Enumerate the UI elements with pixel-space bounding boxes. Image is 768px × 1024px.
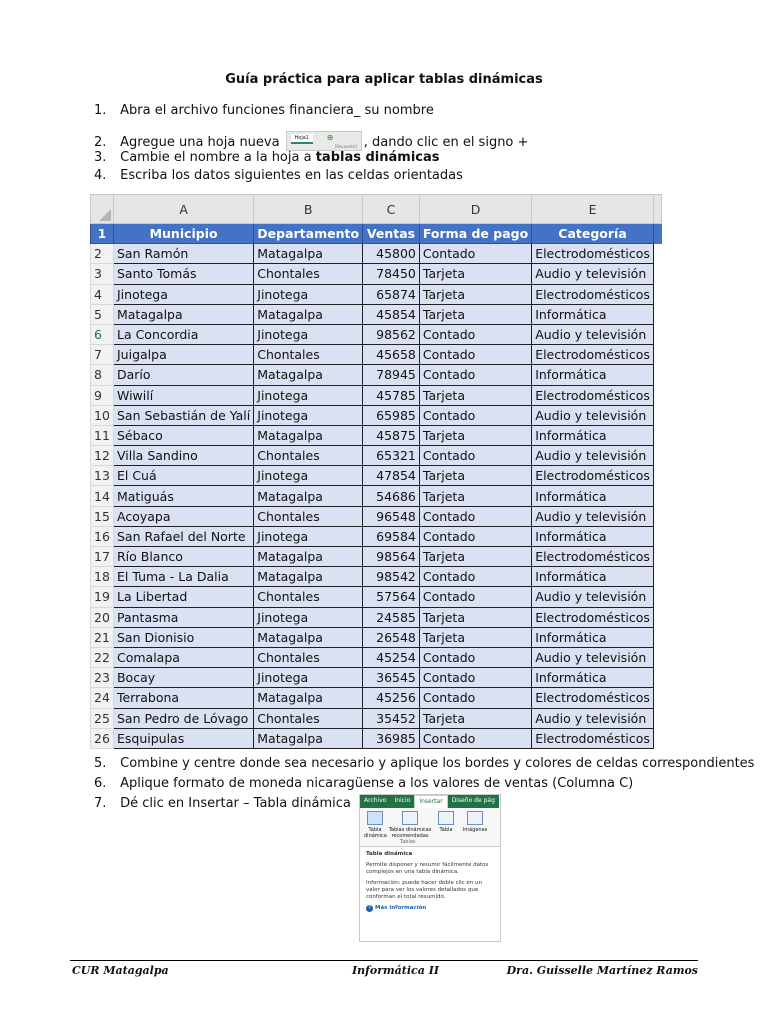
table-cell[interactable]: Jinotega <box>254 284 363 304</box>
table-cell[interactable]: Matagalpa <box>254 365 363 385</box>
table-cell[interactable]: El Cuá <box>113 466 253 486</box>
step-5 <box>94 756 754 771</box>
button-label: Imágenes <box>462 827 488 833</box>
table-row <box>91 365 662 385</box>
table-row <box>91 446 662 466</box>
empty-cell <box>653 385 661 405</box>
images-icon <box>467 811 483 825</box>
empty-cell <box>653 324 661 344</box>
table-header-row <box>91 224 662 244</box>
row-number[interactable]: 15 <box>91 506 114 526</box>
table-cell[interactable]: 45875 <box>363 425 420 445</box>
table-cell[interactable]: Jinotega <box>113 284 253 304</box>
table-cell[interactable]: Informática <box>532 365 654 385</box>
table-row <box>91 728 662 748</box>
table-cell[interactable]: 45785 <box>363 385 420 405</box>
table-cell[interactable]: Audio y televisión <box>532 587 654 607</box>
tab-inicio[interactable]: Inicio <box>390 795 414 808</box>
table-cell[interactable]: 78450 <box>363 264 420 284</box>
table-cell[interactable]: Sébaco <box>113 425 253 445</box>
step-text: Abra el archivo funciones financiera_ su nombre <box>120 103 434 118</box>
table-row <box>91 264 662 284</box>
table-cell[interactable]: 36985 <box>363 728 420 748</box>
table-row <box>91 547 662 567</box>
table-cell[interactable]: Audio y televisión <box>532 506 654 526</box>
table-cell[interactable]: Electrodomésticos <box>532 688 654 708</box>
table-cell[interactable]: Comalapa <box>113 647 253 667</box>
row-number[interactable]: 18 <box>91 567 114 587</box>
table-cell[interactable]: Jinotega <box>254 526 363 546</box>
empty-cell <box>653 607 661 627</box>
table-cell[interactable]: San Pedro de Lóvago <box>113 708 253 728</box>
table-cell[interactable]: Pantasma <box>113 607 253 627</box>
table-cell[interactable]: El Tuma - La Dalia <box>113 567 253 587</box>
plus-icon: ⊕ <box>326 133 334 142</box>
table-cell[interactable]: 45254 <box>363 647 420 667</box>
table-cell[interactable]: Audio y televisión <box>532 708 654 728</box>
table-row <box>91 425 662 445</box>
table-cell[interactable]: Chontales <box>254 708 363 728</box>
table-row <box>91 405 662 425</box>
footer-left: CUR Matagalpa <box>72 964 169 977</box>
header-cell[interactable]: Departamento <box>254 224 363 244</box>
table-cell[interactable]: Electrodomésticos <box>532 345 654 365</box>
table-cell[interactable]: Matagalpa <box>254 244 363 264</box>
table-cell[interactable]: Juigalpa <box>113 345 253 365</box>
empty-cell <box>653 244 661 264</box>
images-button[interactable] <box>462 811 488 833</box>
column-header-row <box>91 195 662 224</box>
tooltip <box>360 847 500 916</box>
row-number[interactable]: 21 <box>91 627 114 647</box>
empty-cell <box>653 284 661 304</box>
table-cell[interactable]: Río Blanco <box>113 547 253 567</box>
table-cell[interactable]: Wiwilí <box>113 385 253 405</box>
row-number[interactable]: 14 <box>91 486 114 506</box>
table-cell[interactable]: Tarjeta <box>419 547 531 567</box>
button-label: Tablas dinámicas recomendadas <box>388 827 432 839</box>
header-cell[interactable]: Forma de pago <box>419 224 531 244</box>
table-cell[interactable]: Informática <box>532 425 654 445</box>
empty-cell <box>653 224 661 244</box>
empty-cell <box>653 304 661 324</box>
table-cell[interactable]: 45256 <box>363 688 420 708</box>
table-cell[interactable]: Matagalpa <box>254 304 363 324</box>
table-cell[interactable]: Audio y televisión <box>532 324 654 344</box>
header-cell[interactable]: Ventas <box>363 224 420 244</box>
column-header-b[interactable]: B <box>254 195 363 224</box>
tab-insertar[interactable]: Insertar <box>414 795 447 808</box>
row-number[interactable]: 19 <box>91 587 114 607</box>
row-number[interactable]: 16 <box>91 526 114 546</box>
table-cell[interactable]: 45800 <box>363 244 420 264</box>
pivot-table-button[interactable] <box>364 811 386 839</box>
table-cell[interactable]: Audio y televisión <box>532 647 654 667</box>
button-label: Tabla <box>439 827 453 833</box>
row-number[interactable]: 17 <box>91 547 114 567</box>
empty-cell <box>653 547 661 567</box>
step-number: 4. <box>94 168 107 183</box>
data-table <box>90 194 662 749</box>
step-text: Combine y centre donde sea necesario y aplique los bordes y colores de celdas correspondientes <box>120 756 755 771</box>
empty-cell <box>653 708 661 728</box>
step-number: 1. <box>94 103 107 118</box>
table-cell[interactable]: Informática <box>532 486 654 506</box>
select-all-corner[interactable] <box>91 195 114 224</box>
header-cell[interactable]: Municipio <box>113 224 253 244</box>
table-cell[interactable]: 45658 <box>363 345 420 365</box>
table-cell[interactable]: San Sebastián de Yalí <box>113 405 253 425</box>
table-cell[interactable]: Contado <box>419 668 531 688</box>
table-row <box>91 304 662 324</box>
row-number[interactable]: 5 <box>91 304 114 324</box>
table-cell[interactable]: La Libertad <box>113 587 253 607</box>
row-number[interactable]: 12 <box>91 446 114 466</box>
row-number[interactable]: 6 <box>91 324 114 344</box>
table-cell[interactable]: Tarjeta <box>419 486 531 506</box>
table-cell[interactable]: Informática <box>532 627 654 647</box>
row-number[interactable]: 11 <box>91 425 114 445</box>
table-row <box>91 688 662 708</box>
table-row <box>91 627 662 647</box>
table-cell[interactable]: Electrodomésticos <box>532 284 654 304</box>
table-cell[interactable]: Tarjeta <box>419 627 531 647</box>
table-cell[interactable]: San Rafael del Norte <box>113 526 253 546</box>
table-cell[interactable]: 47854 <box>363 466 420 486</box>
table-cell[interactable]: Tarjeta <box>419 304 531 324</box>
row-number[interactable]: 10 <box>91 405 114 425</box>
tooltip-info: Información: puede hacer doble clic en un valor para ver los valores detallados que conforman el total resumido. <box>366 880 483 900</box>
table-cell[interactable]: 65985 <box>363 405 420 425</box>
step-6 <box>94 776 633 791</box>
table-cell[interactable]: Audio y televisión <box>532 446 654 466</box>
row-number[interactable]: 20 <box>91 607 114 627</box>
table-cell[interactable]: Matagalpa <box>254 627 363 647</box>
more-info-link[interactable] <box>366 905 494 912</box>
page-title: Guía práctica para aplicar tablas dinámicas <box>225 72 543 87</box>
table-cell[interactable]: Jinotega <box>254 466 363 486</box>
column-header-c[interactable]: C <box>363 195 420 224</box>
empty-cell <box>653 688 661 708</box>
row-number[interactable]: 2 <box>91 244 114 264</box>
table-row <box>91 324 662 344</box>
table-cell[interactable]: Contado <box>419 728 531 748</box>
row-number[interactable]: 1 <box>91 224 114 244</box>
table-cell[interactable]: Jinotega <box>254 668 363 688</box>
table-row <box>91 385 662 405</box>
table-cell[interactable]: Contado <box>419 567 531 587</box>
table-cell[interactable]: Tarjeta <box>419 708 531 728</box>
table-cell[interactable]: 35452 <box>363 708 420 728</box>
step-text: Cambie el nombre a la hoja a <box>120 150 316 165</box>
empty-cell <box>653 526 661 546</box>
column-header-e[interactable]: E <box>532 195 654 224</box>
table-cell[interactable]: Jinotega <box>254 405 363 425</box>
table-cell[interactable]: Santo Tomás <box>113 264 253 284</box>
table-icon <box>438 811 454 825</box>
step-text: Agregue una hoja nueva <box>120 135 280 150</box>
table-button[interactable] <box>437 811 455 833</box>
table-cell[interactable]: 54686 <box>363 486 420 506</box>
pivot-table-icon <box>367 811 383 825</box>
table-cell[interactable]: San Dionisio <box>113 627 253 647</box>
table-cell[interactable]: Matagalpa <box>254 688 363 708</box>
step-number: 3. <box>94 150 107 165</box>
step-number: 6. <box>94 776 107 791</box>
table-row <box>91 244 662 264</box>
table-row <box>91 345 662 365</box>
spreadsheet <box>90 194 662 749</box>
table-cell[interactable]: Informática <box>532 567 654 587</box>
table-cell[interactable]: Tarjeta <box>419 385 531 405</box>
column-header-a[interactable]: A <box>113 195 253 224</box>
column-header-d[interactable]: D <box>419 195 531 224</box>
sheet-tab-thumbnail <box>286 131 362 151</box>
table-row <box>91 708 662 728</box>
empty-cell <box>653 405 661 425</box>
table-cell[interactable]: Matagalpa <box>254 567 363 587</box>
header-cell[interactable]: Categoría <box>532 224 654 244</box>
table-cell[interactable]: Electrodomésticos <box>532 385 654 405</box>
step-3 <box>94 150 440 165</box>
table-cell[interactable]: Acoyapa <box>113 506 253 526</box>
button-label: Tabla dinámica <box>364 827 387 839</box>
row-number[interactable]: 9 <box>91 385 114 405</box>
empty-cell <box>653 627 661 647</box>
table-row <box>91 506 662 526</box>
table-cell[interactable]: 69584 <box>363 526 420 546</box>
table-cell[interactable]: Contado <box>419 405 531 425</box>
table-cell[interactable]: Chontales <box>254 587 363 607</box>
table-cell[interactable]: Chontales <box>254 647 363 667</box>
row-number[interactable]: 23 <box>91 668 114 688</box>
table-cell[interactable]: Audio y televisión <box>532 264 654 284</box>
table-cell[interactable]: Jinotega <box>254 607 363 627</box>
table-row <box>91 668 662 688</box>
table-cell[interactable]: Contado <box>419 446 531 466</box>
table-cell[interactable]: Chontales <box>254 264 363 284</box>
step-number: 2. <box>94 135 107 150</box>
table-cell[interactable]: Electrodomésticos <box>532 547 654 567</box>
empty-cell <box>653 486 661 506</box>
table-cell[interactable]: 45854 <box>363 304 420 324</box>
table-cell[interactable]: 98562 <box>363 324 420 344</box>
table-cell[interactable]: Matagalpa <box>254 547 363 567</box>
row-number[interactable]: 3 <box>91 264 114 284</box>
table-cell[interactable]: Contado <box>419 324 531 344</box>
empty-cell <box>653 264 661 284</box>
help-icon: ? <box>366 905 373 912</box>
ribbon-tabs <box>360 795 500 808</box>
step-text: Dé clic en Insertar – Tabla dinámica <box>120 796 351 811</box>
column-header-blank <box>653 195 661 224</box>
empty-cell <box>653 365 661 385</box>
table-cell[interactable]: Informática <box>532 668 654 688</box>
table-row <box>91 647 662 667</box>
table-cell[interactable]: La Concordia <box>113 324 253 344</box>
table-cell[interactable]: Contado <box>419 526 531 546</box>
empty-cell <box>653 466 661 486</box>
empty-cell <box>653 425 661 445</box>
step-number: 7. <box>94 796 107 811</box>
table-cell[interactable]: Chontales <box>254 345 363 365</box>
step-text: Escriba los datos siguientes en las celdas orientadas <box>120 168 463 183</box>
table-cell[interactable]: Matagalpa <box>254 425 363 445</box>
row-number[interactable]: 7 <box>91 345 114 365</box>
recommended-pivot-icon <box>402 811 418 825</box>
row-number[interactable]: 26 <box>91 728 114 748</box>
table-cell[interactable]: Chontales <box>254 506 363 526</box>
ribbon-body <box>360 808 500 847</box>
table-cell[interactable]: Electrodomésticos <box>532 466 654 486</box>
empty-cell <box>653 728 661 748</box>
table-cell[interactable]: Contado <box>419 688 531 708</box>
table-cell[interactable]: 98542 <box>363 567 420 587</box>
tab-archivo[interactable]: Archivo <box>360 795 390 808</box>
table-row <box>91 466 662 486</box>
table-cell[interactable]: Contado <box>419 345 531 365</box>
table-cell[interactable]: Contado <box>419 365 531 385</box>
tab-diseno[interactable]: Diseño de pág <box>448 795 499 808</box>
table-cell[interactable]: 65874 <box>363 284 420 304</box>
table-row <box>91 607 662 627</box>
table-cell[interactable]: Matagalpa <box>254 728 363 748</box>
ribbon-group-label: Tablas <box>400 839 416 845</box>
table-cell[interactable]: Matagalpa <box>254 486 363 506</box>
table-cell[interactable]: Chontales <box>254 446 363 466</box>
table-row <box>91 567 662 587</box>
table-cell[interactable]: Tarjeta <box>419 284 531 304</box>
row-number[interactable]: 4 <box>91 284 114 304</box>
table-cell[interactable]: 98564 <box>363 547 420 567</box>
table-cell[interactable]: Jinotega <box>254 324 363 344</box>
step-2 <box>94 131 528 151</box>
empty-cell <box>653 587 661 607</box>
tooltip-description: Permite disponer y resumir fácilmente datos complejos en una tabla dinámica. <box>366 862 489 875</box>
table-cell[interactable]: Electrodomésticos <box>532 728 654 748</box>
table-cell[interactable]: Jinotega <box>254 385 363 405</box>
empty-cell <box>653 647 661 667</box>
empty-cell <box>653 506 661 526</box>
table-cell[interactable]: Tarjeta <box>419 466 531 486</box>
table-cell[interactable]: Tarjeta <box>419 607 531 627</box>
table-cell[interactable]: 26548 <box>363 627 420 647</box>
table-cell[interactable]: 57564 <box>363 587 420 607</box>
step-4 <box>94 168 463 183</box>
table-cell[interactable]: Matagalpa <box>113 304 253 324</box>
row-number[interactable]: 24 <box>91 688 114 708</box>
sheet-tab-label: Hoja1 <box>291 134 313 144</box>
table-row <box>91 486 662 506</box>
footer-right: Dra. Guisselle Martínez Ramos <box>506 964 698 977</box>
empty-cell <box>653 345 661 365</box>
footer-divider <box>70 960 698 961</box>
table-cell[interactable]: Contado <box>419 587 531 607</box>
step-1 <box>94 103 434 118</box>
ribbon-screenshot <box>359 794 501 942</box>
table-cell[interactable]: 96548 <box>363 506 420 526</box>
table-cell[interactable]: Villa Sandino <box>113 446 253 466</box>
footer-center: Informática II <box>352 964 439 977</box>
table-cell[interactable]: Contado <box>419 647 531 667</box>
step-text-after: , dando clic en el signo + <box>363 135 529 150</box>
row-number[interactable]: 13 <box>91 466 114 486</box>
table-cell[interactable]: Audio y televisión <box>532 405 654 425</box>
table-cell[interactable]: Bocay <box>113 668 253 688</box>
table-cell[interactable]: Informática <box>532 304 654 324</box>
table-cell[interactable]: Esquipulas <box>113 728 253 748</box>
step-7 <box>94 796 351 811</box>
status-text: [Recuento] <box>334 144 357 149</box>
table-cell[interactable]: 36545 <box>363 668 420 688</box>
table-cell[interactable]: Contado <box>419 506 531 526</box>
table-cell[interactable]: Contado <box>419 244 531 264</box>
table-cell[interactable]: Darío <box>113 365 253 385</box>
step-text: Aplique formato de moneda nicaragüense a los valores de ventas (Columna C) <box>120 776 634 791</box>
step-number: 5. <box>94 756 107 771</box>
table-cell[interactable]: San Ramón <box>113 244 253 264</box>
tooltip-title: Tabla dinámica <box>366 851 413 857</box>
empty-cell <box>653 446 661 466</box>
table-cell[interactable]: 78945 <box>363 365 420 385</box>
table-cell[interactable]: Terrabona <box>113 688 253 708</box>
table-cell[interactable]: Tarjeta <box>419 264 531 284</box>
row-number[interactable]: 22 <box>91 647 114 667</box>
table-cell[interactable]: Matiguás <box>113 486 253 506</box>
recommended-pivot-button[interactable] <box>388 811 432 839</box>
table-cell[interactable]: 24585 <box>363 607 420 627</box>
table-cell[interactable]: Informática <box>532 526 654 546</box>
row-number[interactable]: 25 <box>91 708 114 728</box>
empty-cell <box>653 668 661 688</box>
table-row <box>91 284 662 304</box>
table-cell[interactable]: Electrodomésticos <box>532 244 654 264</box>
more-info-label: Más información <box>375 905 427 911</box>
row-number[interactable]: 8 <box>91 365 114 385</box>
table-row <box>91 526 662 546</box>
empty-cell <box>653 567 661 587</box>
table-cell[interactable]: 65321 <box>363 446 420 466</box>
table-row <box>91 587 662 607</box>
step-bold-text: tablas dinámicas <box>315 150 440 165</box>
table-cell[interactable]: Electrodomésticos <box>532 607 654 627</box>
table-cell[interactable]: Tarjeta <box>419 425 531 445</box>
